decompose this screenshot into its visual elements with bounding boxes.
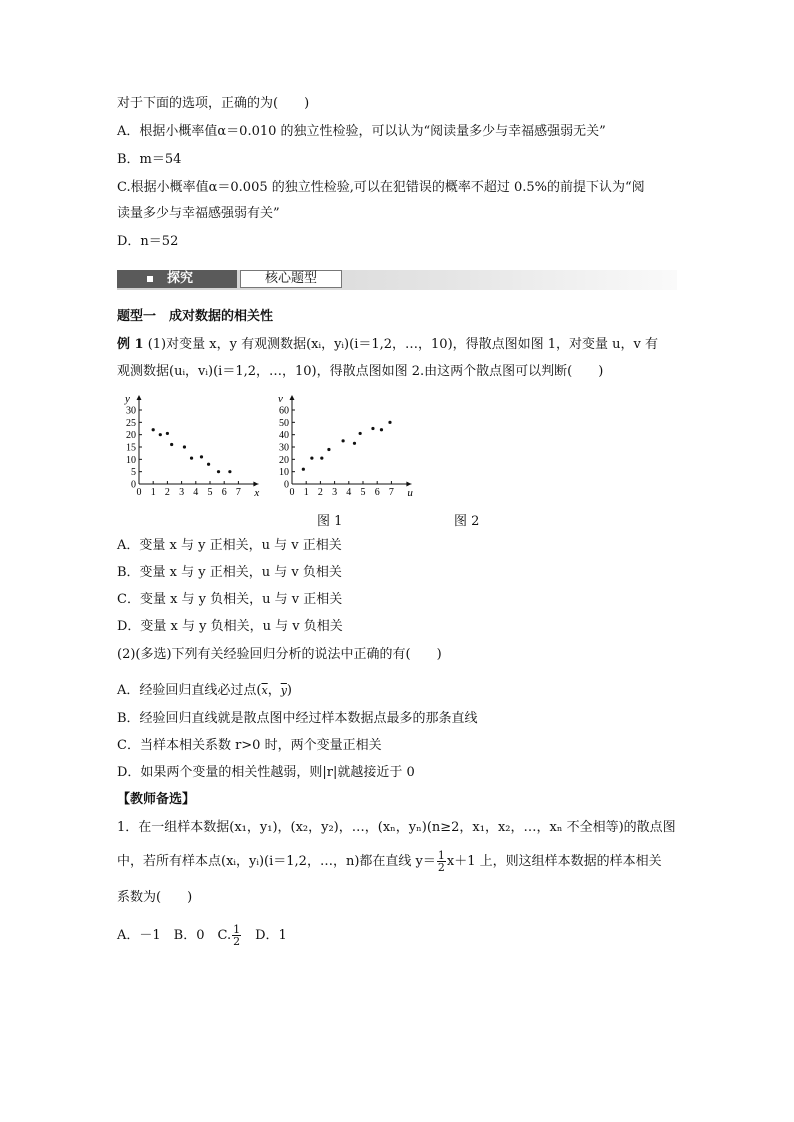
example-line2: 观测数据(uᵢ，vᵢ)(i＝1,2，…，10)，得散点图如图 2.由这两个散点图可以判断( ) [117,364,604,379]
y-tick-label: 5 [131,467,136,479]
data-point [217,470,220,473]
q2-option-b: B．经验回归直线就是散点图中经过样本数据点最多的那条直线 [117,711,478,726]
option-c-numerator: 1 [233,923,241,936]
question-stem: 对于下面的选项，正确的为( ) [117,96,310,111]
y-axis-label: v [278,393,283,405]
fraction-denominator: 2 [437,861,445,874]
y-tick-label: 15 [126,442,136,454]
x-tick-label: 7 [235,487,241,498]
q1-option-b: B．变量 x 与 y 正相关，u 与 v 负相关 [117,565,342,580]
x-axis-arrow-icon [253,482,258,487]
data-point [166,432,169,435]
y-tick-label: 10 [126,454,136,466]
option-c-line1: C.根据小概率值α＝0.005 的独立性检验,可以在犯错误的概率不超过 0.5%的前提下认为“阅 [117,180,645,195]
y-tick-label: 0 [131,479,136,491]
example-label: 例 1 [117,337,144,352]
fraction-numerator: 1 [437,849,445,862]
x-tick-label: 3 [179,487,185,498]
square-bullet-icon [147,276,153,282]
data-point [183,445,186,448]
teacher-line2-pre: 中，若所有样本点(xᵢ，yᵢ)(i＝1,2，…，n)都在直线 y＝ [117,854,436,869]
data-point [359,432,362,435]
y-axis-arrow-icon [137,395,142,400]
x-tick-label: 0 [289,487,295,498]
x-bar: $\overline{x}$ [261,684,268,697]
x-axis-label: u [407,487,413,499]
data-point [327,448,330,451]
figure-1-caption: 图 1 [317,514,343,529]
y-tick-label: 25 [126,417,136,429]
data-point [228,470,231,473]
data-point [388,421,391,424]
y-tick-label: 30 [279,442,289,454]
data-point [200,455,203,458]
teacher-options-post: D．1 [242,928,287,943]
banner-dark-tab [117,270,237,288]
data-point [170,443,173,446]
option-b: B．m＝54 [117,152,182,167]
data-point [159,433,162,436]
y-tick-label: 40 [279,430,289,442]
data-point [342,439,345,442]
x-axis-label: x [254,487,260,499]
teacher-line3: 系数为( ) [117,890,193,905]
x-tick-label: 4 [193,487,199,498]
y-axis-label: y [125,393,130,405]
data-point [207,463,210,466]
data-point [320,457,323,460]
x-tick-label: 0 [136,487,142,498]
x-tick-label: 7 [388,487,394,498]
x-tick-label: 5 [207,487,213,498]
option-a: A．根据小概率值α＝0.010 的独立性检验，可以认为“阅读量多少与幸福感强弱无关” [117,124,606,139]
option-c-line2: 读量多少与幸福感强弱有关” [117,206,280,221]
q1-option-d: D．变量 x 与 y 负相关，u 与 v 负相关 [117,619,343,634]
scatter-figure-1 [117,392,260,504]
teacher-options [117,924,287,947]
section-title: 题型一 成对数据的相关性 [117,309,274,324]
example-text-1: (1)对变量 x，y 有观测数据(xᵢ，yᵢ)(i＝1,2，…，10)，得散点图如图 1，对变量 u，v 有 [147,337,659,352]
q2-a-prefix: A．经验回归直线必过点( [117,683,262,698]
x-tick-label: 6 [221,487,227,498]
q2-a-sep: ， [267,683,281,698]
q1-option-a: A．变量 x 与 y 正相关，u 与 v 正相关 [117,538,342,553]
x-axis-arrow-icon [406,482,411,487]
x-tick-label: 1 [150,487,156,498]
x-tick-label: 1 [303,487,309,498]
x-tick-label: 5 [360,487,366,498]
y-bar: $\overline{y}$ [280,684,287,697]
q1-option-c: C．变量 x 与 y 负相关，u 与 v 正相关 [117,592,343,607]
data-point [371,427,374,430]
teacher-line2 [117,850,662,873]
teacher-options-pre: A．－1 B．0 C. [117,928,232,943]
x-tick-label: 4 [346,487,352,498]
q2-option-d: D．如果两个变量的相关性越弱，则|r|就越接近于 0 [117,765,415,780]
example-line1 [117,336,658,354]
x-tick-label: 2 [164,487,170,498]
y-axis-arrow-icon [290,395,295,400]
q2-option-a [117,682,292,700]
scatter-figure-2 [270,392,415,504]
data-point [190,457,193,460]
banner-right-label: 核心题型 [240,270,342,288]
x-tick-label: 6 [374,487,380,498]
q2-option-c: C．当样本相关系数 r>0 时，两个变量正相关 [117,738,382,753]
y-tick-label: 20 [279,454,289,466]
q2-stem: (2)(多选)下列有关经验回归分析的说法中正确的有( ) [117,647,442,662]
x-tick-label: 3 [332,487,338,498]
q2-a-close: ) [286,683,292,698]
option-c-denominator: 2 [233,935,241,948]
data-point [380,428,383,431]
fraction-half [437,850,446,873]
teacher-header: 【教师备选】 [117,792,196,807]
option-c-fraction [232,924,241,947]
data-point [152,428,155,431]
y-tick-label: 60 [279,405,289,417]
teacher-line2-post: x＋1 上，则这组样本数据的样本相关 [446,854,662,869]
y-tick-label: 50 [279,417,289,429]
figure-2-caption: 图 2 [454,514,480,529]
section-banner [117,270,677,290]
y-tick-label: 30 [126,405,136,417]
data-point [310,457,313,460]
y-tick-label: 10 [279,467,289,479]
y-tick-label: 0 [284,479,289,491]
data-point [353,442,356,445]
option-d: D．n＝52 [117,234,179,249]
data-point [302,468,305,471]
teacher-line1: 1．在一组样本数据(x₁，y₁)，(x₂，y₂)，…，(xₙ，yₙ)(n≥2，x₁，x₂，…，xₙ 不全相等)的散点图 [117,820,676,835]
x-tick-label: 2 [317,487,323,498]
y-tick-label: 20 [126,430,136,442]
banner-left-label: 探究 [167,271,194,286]
